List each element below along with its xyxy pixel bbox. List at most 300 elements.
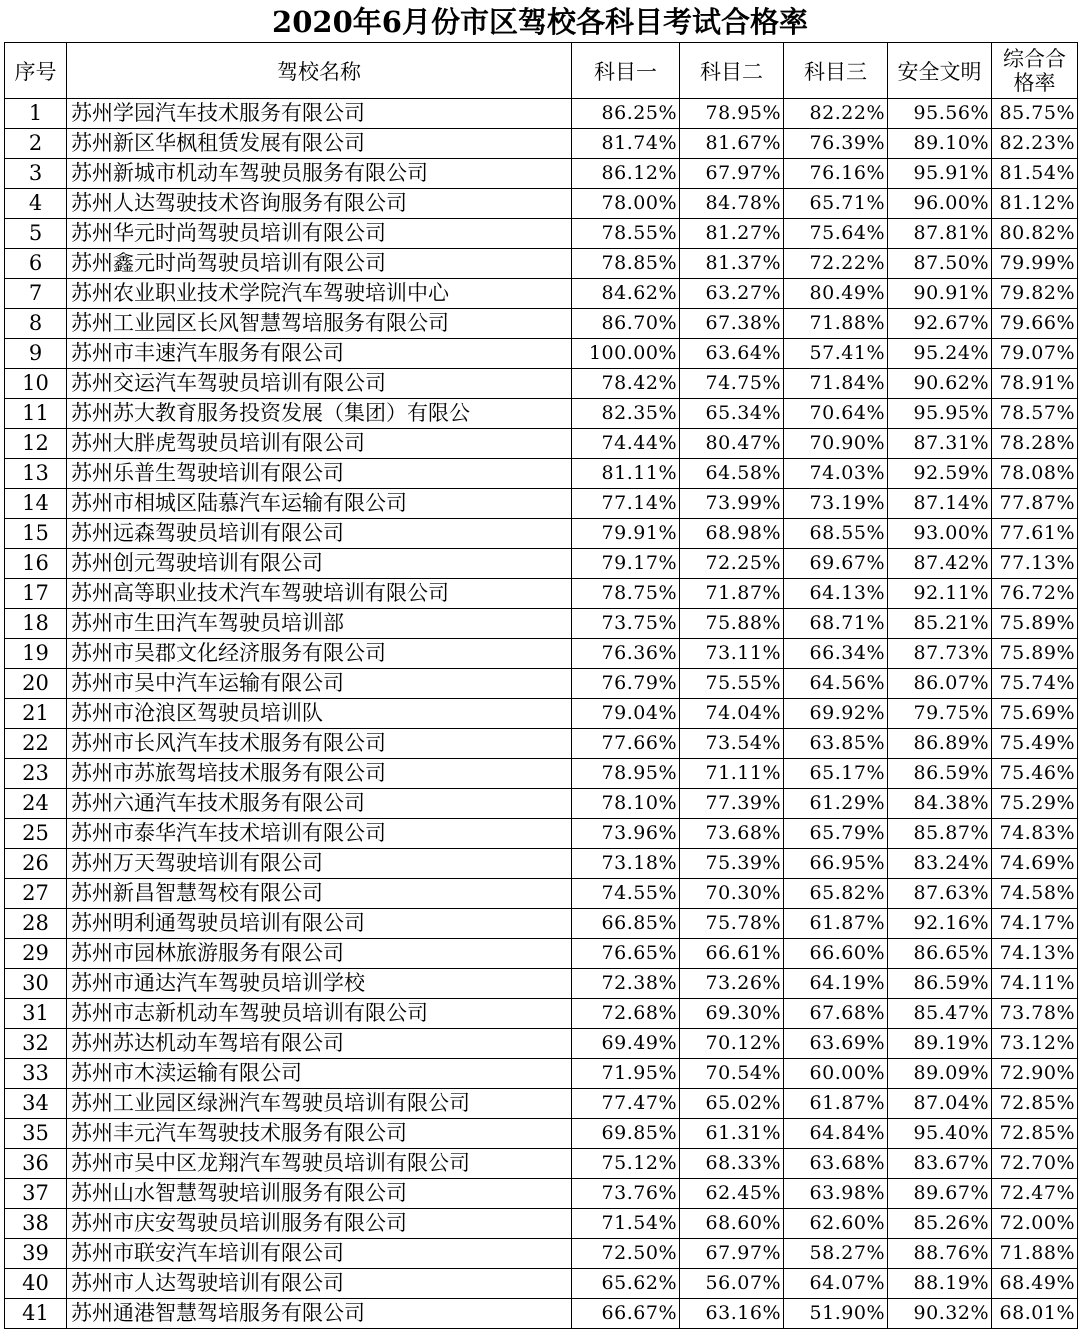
cell-subject2: 73.26% <box>680 969 784 999</box>
cell-overall: 72.47% <box>992 1179 1078 1209</box>
cell-safety: 87.50% <box>888 249 992 279</box>
cell-subject3: 63.85% <box>784 729 888 759</box>
cell-overall: 85.75% <box>992 99 1078 129</box>
cell-subject2: 70.54% <box>680 1059 784 1089</box>
cell-subject3: 66.95% <box>784 849 888 879</box>
cell-subject3: 65.82% <box>784 879 888 909</box>
cell-subject3: 82.22% <box>784 99 888 129</box>
cell-subject2: 61.31% <box>680 1119 784 1149</box>
cell-school-name: 苏州市吴中区龙翔汽车驾驶员培训有限公司 <box>67 1149 572 1179</box>
header-overall <box>992 43 1078 99</box>
cell-overall: 68.01% <box>992 1299 1078 1329</box>
table-row <box>5 459 1078 489</box>
cell-index: 35 <box>5 1119 67 1149</box>
table-row <box>5 219 1078 249</box>
cell-overall: 75.69% <box>992 699 1078 729</box>
cell-safety: 87.42% <box>888 549 992 579</box>
cell-subject2: 71.11% <box>680 759 784 789</box>
cell-overall: 71.88% <box>992 1239 1078 1269</box>
cell-subject3: 64.19% <box>784 969 888 999</box>
cell-safety: 87.81% <box>888 219 992 249</box>
cell-index: 36 <box>5 1149 67 1179</box>
cell-subject2: 63.27% <box>680 279 784 309</box>
cell-subject2: 62.45% <box>680 1179 784 1209</box>
cell-subject1: 66.67% <box>572 1299 680 1329</box>
cell-subject3: 64.13% <box>784 579 888 609</box>
cell-overall: 78.57% <box>992 399 1078 429</box>
cell-safety: 87.63% <box>888 879 992 909</box>
cell-safety: 86.59% <box>888 759 992 789</box>
cell-subject3: 76.16% <box>784 159 888 189</box>
table-row <box>5 489 1078 519</box>
cell-school-name: 苏州新昌智慧驾校有限公司 <box>67 879 572 909</box>
cell-subject2: 78.95% <box>680 99 784 129</box>
cell-overall: 82.23% <box>992 129 1078 159</box>
table-row <box>5 879 1078 909</box>
cell-subject1: 74.44% <box>572 429 680 459</box>
cell-index: 13 <box>5 459 67 489</box>
cell-subject2: 75.39% <box>680 849 784 879</box>
table-body <box>5 99 1078 1329</box>
cell-safety: 86.07% <box>888 669 992 699</box>
cell-school-name: 苏州苏达机动车驾培有限公司 <box>67 1029 572 1059</box>
cell-subject1: 69.49% <box>572 1029 680 1059</box>
cell-subject2: 64.58% <box>680 459 784 489</box>
cell-subject2: 74.75% <box>680 369 784 399</box>
cell-subject1: 78.95% <box>572 759 680 789</box>
cell-subject1: 77.47% <box>572 1089 680 1119</box>
cell-index: 7 <box>5 279 67 309</box>
cell-subject1: 72.68% <box>572 999 680 1029</box>
table-row <box>5 729 1078 759</box>
cell-index: 5 <box>5 219 67 249</box>
header-index: 序号 <box>5 43 67 99</box>
cell-subject1: 71.95% <box>572 1059 680 1089</box>
cell-subject1: 77.66% <box>572 729 680 759</box>
cell-school-name: 苏州市吴郡文化经济服务有限公司 <box>67 639 572 669</box>
cell-safety: 86.59% <box>888 969 992 999</box>
cell-index: 24 <box>5 789 67 819</box>
cell-index: 9 <box>5 339 67 369</box>
cell-subject3: 68.71% <box>784 609 888 639</box>
cell-subject3: 74.03% <box>784 459 888 489</box>
cell-subject3: 63.69% <box>784 1029 888 1059</box>
cell-subject2: 84.78% <box>680 189 784 219</box>
cell-subject2: 75.78% <box>680 909 784 939</box>
cell-index: 2 <box>5 129 67 159</box>
cell-safety: 85.87% <box>888 819 992 849</box>
cell-subject3: 71.84% <box>784 369 888 399</box>
table-row <box>5 819 1078 849</box>
table-row <box>5 189 1078 219</box>
header-safety: 安全文明 <box>888 43 992 99</box>
table-row <box>5 309 1078 339</box>
cell-safety: 92.67% <box>888 309 992 339</box>
cell-subject3: 64.07% <box>784 1269 888 1299</box>
cell-school-name: 苏州市吴中汽车运输有限公司 <box>67 669 572 699</box>
cell-overall: 74.69% <box>992 849 1078 879</box>
table-row <box>5 1179 1078 1209</box>
cell-safety: 95.56% <box>888 99 992 129</box>
cell-school-name: 苏州丰元汽车驾驶技术服务有限公司 <box>67 1119 572 1149</box>
cell-subject3: 73.19% <box>784 489 888 519</box>
cell-subject1: 81.74% <box>572 129 680 159</box>
cell-subject1: 79.17% <box>572 549 680 579</box>
cell-subject3: 61.29% <box>784 789 888 819</box>
cell-overall: 81.54% <box>992 159 1078 189</box>
table-row <box>5 1059 1078 1089</box>
cell-subject2: 81.27% <box>680 219 784 249</box>
table-row <box>5 849 1078 879</box>
table-row <box>5 129 1078 159</box>
table-row <box>5 99 1078 129</box>
cell-subject3: 64.84% <box>784 1119 888 1149</box>
cell-subject1: 69.85% <box>572 1119 680 1149</box>
cell-subject1: 72.50% <box>572 1239 680 1269</box>
cell-safety: 89.09% <box>888 1059 992 1089</box>
cell-subject3: 51.90% <box>784 1299 888 1329</box>
header-overall-line2: 格率 <box>1013 70 1056 95</box>
cell-school-name: 苏州高等职业技术汽车驾驶培训有限公司 <box>67 579 572 609</box>
cell-safety: 90.32% <box>888 1299 992 1329</box>
table-row <box>5 159 1078 189</box>
cell-subject2: 72.25% <box>680 549 784 579</box>
cell-subject2: 73.54% <box>680 729 784 759</box>
cell-subject3: 61.87% <box>784 909 888 939</box>
cell-subject2: 73.11% <box>680 639 784 669</box>
cell-school-name: 苏州创元驾驶培训有限公司 <box>67 549 572 579</box>
cell-index: 25 <box>5 819 67 849</box>
cell-subject1: 78.10% <box>572 789 680 819</box>
cell-overall: 75.46% <box>992 759 1078 789</box>
table-row <box>5 669 1078 699</box>
cell-school-name: 苏州市生田汽车驾驶员培训部 <box>67 609 572 639</box>
cell-overall: 78.28% <box>992 429 1078 459</box>
cell-subject1: 78.75% <box>572 579 680 609</box>
cell-subject3: 60.00% <box>784 1059 888 1089</box>
cell-school-name: 苏州工业园区绿洲汽车驾驶员培训有限公司 <box>67 1089 572 1119</box>
cell-index: 1 <box>5 99 67 129</box>
cell-school-name: 苏州通港智慧驾培服务有限公司 <box>67 1299 572 1329</box>
cell-overall: 81.12% <box>992 189 1078 219</box>
cell-safety: 95.95% <box>888 399 992 429</box>
cell-subject2: 63.16% <box>680 1299 784 1329</box>
cell-safety: 85.26% <box>888 1209 992 1239</box>
table-row <box>5 1089 1078 1119</box>
cell-overall: 76.72% <box>992 579 1078 609</box>
header-subject1: 科目一 <box>572 43 680 99</box>
cell-index: 31 <box>5 999 67 1029</box>
cell-safety: 92.59% <box>888 459 992 489</box>
header-subject3: 科目三 <box>784 43 888 99</box>
cell-safety: 95.91% <box>888 159 992 189</box>
cell-index: 22 <box>5 729 67 759</box>
cell-overall: 79.66% <box>992 309 1078 339</box>
cell-safety: 89.67% <box>888 1179 992 1209</box>
cell-subject2: 73.68% <box>680 819 784 849</box>
cell-subject3: 69.92% <box>784 699 888 729</box>
cell-overall: 74.17% <box>992 909 1078 939</box>
cell-subject1: 84.62% <box>572 279 680 309</box>
cell-school-name: 苏州华元时尚驾驶员培训有限公司 <box>67 219 572 249</box>
table-row <box>5 1299 1078 1329</box>
table-row <box>5 789 1078 819</box>
cell-school-name: 苏州市沧浪区驾驶员培训队 <box>67 699 572 729</box>
cell-safety: 89.19% <box>888 1029 992 1059</box>
cell-school-name: 苏州山水智慧驾驶培训服务有限公司 <box>67 1179 572 1209</box>
pass-rate-table <box>4 42 1078 1329</box>
table-row <box>5 1029 1078 1059</box>
table-row <box>5 969 1078 999</box>
cell-subject2: 71.87% <box>680 579 784 609</box>
cell-subject1: 86.12% <box>572 159 680 189</box>
cell-safety: 84.38% <box>888 789 992 819</box>
cell-safety: 90.62% <box>888 369 992 399</box>
cell-subject2: 75.88% <box>680 609 784 639</box>
cell-overall: 72.85% <box>992 1119 1078 1149</box>
cell-subject2: 74.04% <box>680 699 784 729</box>
table-row <box>5 579 1078 609</box>
cell-safety: 85.21% <box>888 609 992 639</box>
page-title: 2020年6月份市区驾校各科目考试合格率 <box>272 5 808 39</box>
cell-school-name: 苏州市苏旅驾培技术服务有限公司 <box>67 759 572 789</box>
cell-overall: 79.07% <box>992 339 1078 369</box>
cell-subject3: 63.68% <box>784 1149 888 1179</box>
cell-subject1: 75.12% <box>572 1149 680 1179</box>
cell-subject3: 72.22% <box>784 249 888 279</box>
cell-subject2: 67.97% <box>680 159 784 189</box>
cell-school-name: 苏州新城市机动车驾驶员服务有限公司 <box>67 159 572 189</box>
cell-safety: 83.24% <box>888 849 992 879</box>
cell-subject1: 77.14% <box>572 489 680 519</box>
table-row <box>5 639 1078 669</box>
cell-subject3: 67.68% <box>784 999 888 1029</box>
cell-overall: 74.83% <box>992 819 1078 849</box>
cell-safety: 90.91% <box>888 279 992 309</box>
table-row <box>5 399 1078 429</box>
cell-overall: 68.49% <box>992 1269 1078 1299</box>
cell-subject2: 68.98% <box>680 519 784 549</box>
cell-overall: 72.70% <box>992 1149 1078 1179</box>
cell-safety: 85.47% <box>888 999 992 1029</box>
cell-overall: 79.99% <box>992 249 1078 279</box>
cell-index: 40 <box>5 1269 67 1299</box>
cell-school-name: 苏州市庆安驾驶员培训服务有限公司 <box>67 1209 572 1239</box>
cell-index: 37 <box>5 1179 67 1209</box>
cell-index: 28 <box>5 909 67 939</box>
cell-school-name: 苏州市园林旅游服务有限公司 <box>67 939 572 969</box>
cell-school-name: 苏州学园汽车技术服务有限公司 <box>67 99 572 129</box>
cell-school-name: 苏州市志新机动车驾驶员培训有限公司 <box>67 999 572 1029</box>
table-row <box>5 1239 1078 1269</box>
cell-overall: 73.78% <box>992 999 1078 1029</box>
cell-safety: 86.65% <box>888 939 992 969</box>
cell-school-name: 苏州市相城区陆慕汽车运输有限公司 <box>67 489 572 519</box>
table-row <box>5 369 1078 399</box>
header-row <box>5 43 1078 99</box>
cell-overall: 73.12% <box>992 1029 1078 1059</box>
cell-overall: 74.13% <box>992 939 1078 969</box>
cell-subject1: 73.76% <box>572 1179 680 1209</box>
table-row <box>5 1119 1078 1149</box>
cell-subject3: 64.56% <box>784 669 888 699</box>
cell-subject3: 65.71% <box>784 189 888 219</box>
cell-school-name: 苏州市人达驾驶培训有限公司 <box>67 1269 572 1299</box>
cell-index: 32 <box>5 1029 67 1059</box>
table-row <box>5 519 1078 549</box>
cell-subject3: 57.41% <box>784 339 888 369</box>
cell-subject2: 75.55% <box>680 669 784 699</box>
cell-index: 30 <box>5 969 67 999</box>
cell-subject1: 78.42% <box>572 369 680 399</box>
cell-school-name: 苏州明利通驾驶员培训有限公司 <box>67 909 572 939</box>
cell-index: 23 <box>5 759 67 789</box>
cell-subject2: 73.99% <box>680 489 784 519</box>
cell-subject1: 71.54% <box>572 1209 680 1239</box>
cell-index: 12 <box>5 429 67 459</box>
cell-index: 27 <box>5 879 67 909</box>
cell-overall: 75.29% <box>992 789 1078 819</box>
cell-overall: 79.82% <box>992 279 1078 309</box>
table-row <box>5 759 1078 789</box>
cell-safety: 87.31% <box>888 429 992 459</box>
table-row <box>5 249 1078 279</box>
table-row <box>5 549 1078 579</box>
cell-subject3: 80.49% <box>784 279 888 309</box>
cell-subject1: 86.25% <box>572 99 680 129</box>
cell-school-name: 苏州万天驾驶培训有限公司 <box>67 849 572 879</box>
cell-overall: 75.74% <box>992 669 1078 699</box>
cell-index: 34 <box>5 1089 67 1119</box>
cell-subject1: 81.11% <box>572 459 680 489</box>
cell-subject3: 68.55% <box>784 519 888 549</box>
cell-overall: 74.58% <box>992 879 1078 909</box>
table-row <box>5 999 1078 1029</box>
table-row <box>5 909 1078 939</box>
cell-subject3: 70.64% <box>784 399 888 429</box>
cell-subject1: 74.55% <box>572 879 680 909</box>
cell-overall: 77.61% <box>992 519 1078 549</box>
cell-school-name: 苏州交运汽车驾驶员培训有限公司 <box>67 369 572 399</box>
cell-school-name: 苏州农业职业技术学院汽车驾驶培训中心 <box>67 279 572 309</box>
cell-overall: 74.11% <box>992 969 1078 999</box>
cell-subject3: 71.88% <box>784 309 888 339</box>
cell-subject1: 82.35% <box>572 399 680 429</box>
cell-safety: 87.73% <box>888 639 992 669</box>
cell-school-name: 苏州大胖虎驾驶员培训有限公司 <box>67 429 572 459</box>
cell-index: 14 <box>5 489 67 519</box>
cell-overall: 75.49% <box>992 729 1078 759</box>
cell-overall: 77.13% <box>992 549 1078 579</box>
cell-safety: 95.24% <box>888 339 992 369</box>
cell-subject2: 63.64% <box>680 339 784 369</box>
cell-subject1: 65.62% <box>572 1269 680 1299</box>
cell-overall: 78.08% <box>992 459 1078 489</box>
cell-subject1: 73.96% <box>572 819 680 849</box>
table-row <box>5 1149 1078 1179</box>
cell-school-name: 苏州市丰速汽车服务有限公司 <box>67 339 572 369</box>
cell-subject2: 68.33% <box>680 1149 784 1179</box>
cell-school-name: 苏州新区华枫租赁发展有限公司 <box>67 129 572 159</box>
cell-school-name: 苏州远森驾驶员培训有限公司 <box>67 519 572 549</box>
cell-subject1: 72.38% <box>572 969 680 999</box>
table-row <box>5 699 1078 729</box>
cell-subject1: 100.00% <box>572 339 680 369</box>
cell-safety: 93.00% <box>888 519 992 549</box>
cell-subject1: 73.75% <box>572 609 680 639</box>
cell-school-name: 苏州市泰华汽车技术培训有限公司 <box>67 819 572 849</box>
cell-safety: 96.00% <box>888 189 992 219</box>
cell-index: 21 <box>5 699 67 729</box>
cell-index: 26 <box>5 849 67 879</box>
cell-subject1: 86.70% <box>572 309 680 339</box>
cell-overall: 72.90% <box>992 1059 1078 1089</box>
cell-school-name: 苏州六通汽车技术服务有限公司 <box>67 789 572 819</box>
cell-safety: 87.04% <box>888 1089 992 1119</box>
cell-subject3: 58.27% <box>784 1239 888 1269</box>
cell-index: 18 <box>5 609 67 639</box>
cell-school-name: 苏州市木渎运输有限公司 <box>67 1059 572 1089</box>
cell-subject2: 81.67% <box>680 129 784 159</box>
cell-safety: 79.75% <box>888 699 992 729</box>
cell-safety: 92.16% <box>888 909 992 939</box>
cell-overall: 75.89% <box>992 639 1078 669</box>
cell-subject1: 73.18% <box>572 849 680 879</box>
cell-subject3: 65.79% <box>784 819 888 849</box>
table-row <box>5 1209 1078 1239</box>
cell-subject1: 79.91% <box>572 519 680 549</box>
cell-school-name: 苏州苏大教育服务投资发展（集团）有限公 <box>67 399 572 429</box>
cell-overall: 72.00% <box>992 1209 1078 1239</box>
cell-index: 19 <box>5 639 67 669</box>
cell-subject3: 70.90% <box>784 429 888 459</box>
cell-subject1: 76.65% <box>572 939 680 969</box>
cell-subject2: 66.61% <box>680 939 784 969</box>
cell-safety: 92.11% <box>888 579 992 609</box>
cell-index: 38 <box>5 1209 67 1239</box>
cell-index: 11 <box>5 399 67 429</box>
cell-safety: 87.14% <box>888 489 992 519</box>
cell-overall: 75.89% <box>992 609 1078 639</box>
cell-subject2: 65.02% <box>680 1089 784 1119</box>
table-row <box>5 279 1078 309</box>
cell-index: 17 <box>5 579 67 609</box>
cell-safety: 88.19% <box>888 1269 992 1299</box>
table-row <box>5 939 1078 969</box>
cell-school-name: 苏州市联安汽车培训有限公司 <box>67 1239 572 1269</box>
cell-subject3: 75.64% <box>784 219 888 249</box>
cell-subject1: 78.00% <box>572 189 680 219</box>
cell-overall: 77.87% <box>992 489 1078 519</box>
cell-subject1: 78.55% <box>572 219 680 249</box>
cell-subject3: 66.60% <box>784 939 888 969</box>
cell-safety: 83.67% <box>888 1149 992 1179</box>
cell-subject3: 65.17% <box>784 759 888 789</box>
cell-index: 39 <box>5 1239 67 1269</box>
cell-index: 8 <box>5 309 67 339</box>
cell-safety: 95.40% <box>888 1119 992 1149</box>
header-overall-line1: 综合合 <box>1003 46 1066 71</box>
table-row <box>5 339 1078 369</box>
cell-school-name: 苏州市通达汽车驾驶员培训学校 <box>67 969 572 999</box>
header-subject2: 科目二 <box>680 43 784 99</box>
cell-overall: 78.91% <box>992 369 1078 399</box>
cell-index: 33 <box>5 1059 67 1089</box>
cell-subject1: 76.36% <box>572 639 680 669</box>
cell-index: 16 <box>5 549 67 579</box>
cell-subject3: 63.98% <box>784 1179 888 1209</box>
cell-subject3: 66.34% <box>784 639 888 669</box>
